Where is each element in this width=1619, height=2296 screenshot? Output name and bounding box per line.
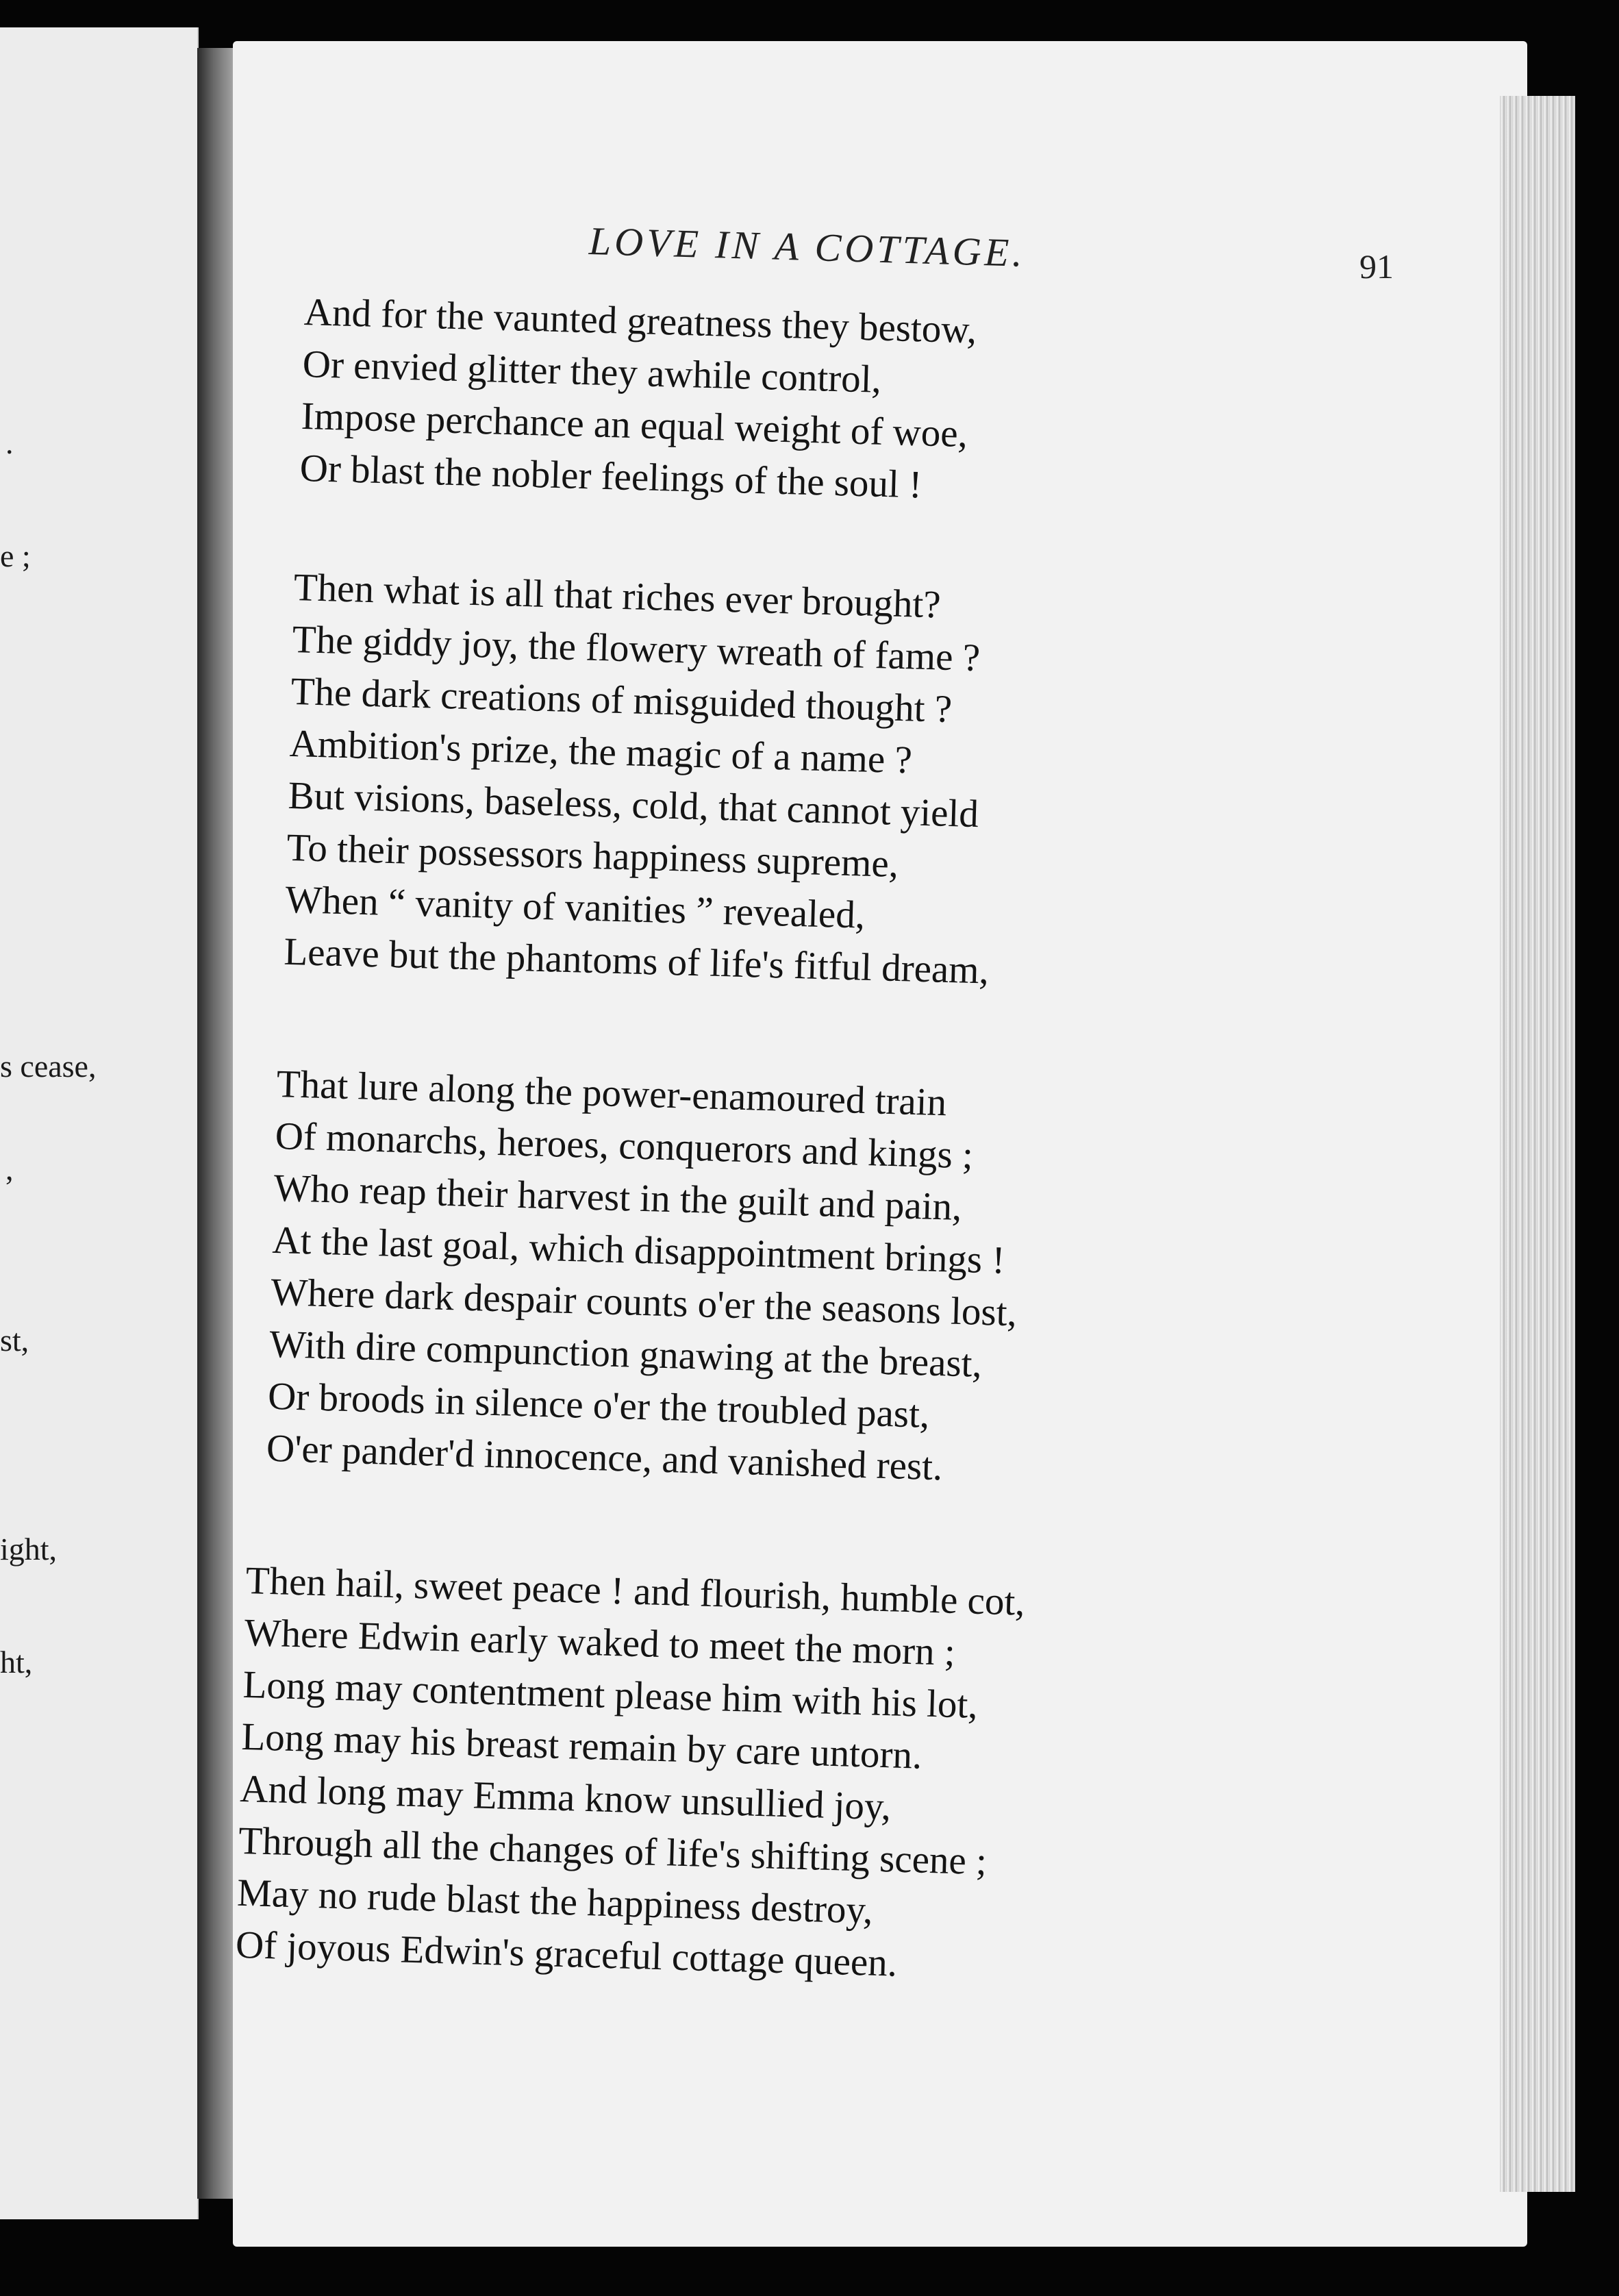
verse-line: Impose perchance an equal weight of woe, bbox=[301, 394, 968, 456]
previous-page-fragment: e ; bbox=[0, 538, 31, 573]
verse-line: Through all the changes of life's shifting scene ; bbox=[238, 1819, 988, 1884]
verse-line: Long may his breast remain by care untorn. bbox=[240, 1714, 923, 1777]
verse-line: And for the vaunted greatness they bestow, bbox=[303, 290, 977, 352]
verse-line: At the last goal, which disappointment brings ! bbox=[271, 1218, 1006, 1282]
previous-page-fragment: s cease, bbox=[0, 1049, 97, 1084]
verse-line: The giddy joy, the flowery wreath of fame ? bbox=[292, 617, 981, 680]
verse-line: That lure along the power-enamoured train bbox=[276, 1062, 947, 1125]
stanza-4 bbox=[235, 1555, 1026, 1993]
stanza-3 bbox=[266, 1058, 1023, 1495]
verse-line: The dark creations of misguided thought ? bbox=[290, 669, 953, 732]
verse-line: Ambition's prize, the magic of a name ? bbox=[288, 721, 913, 782]
stanza-2 bbox=[284, 562, 1000, 997]
verse-line: But visions, baseless, cold, that cannot yield bbox=[287, 773, 979, 836]
verse-line: Then hail, sweet peace ! and flourish, humble cot, bbox=[245, 1558, 1026, 1624]
verse-line: Where Edwin early waked to meet the morn ; bbox=[243, 1610, 956, 1674]
verse-line: Then what is all that riches ever brought? bbox=[293, 565, 942, 627]
verse-line: Who reap their harvest in the guilt and pain, bbox=[273, 1166, 963, 1229]
verse-line: Or blast the nobler feelings of the soul ! bbox=[299, 446, 923, 507]
page-edges bbox=[1500, 96, 1575, 2192]
verse-line: Of monarchs, heroes, conquerors and kings ; bbox=[274, 1114, 974, 1177]
verse-line: Long may contentment please him with his lot, bbox=[242, 1662, 979, 1727]
previous-page-fragment: ight, bbox=[0, 1532, 58, 1567]
verse-line: Where dark despair counts o'er the seasons lost, bbox=[270, 1270, 1018, 1335]
previous-page-fragment: , bbox=[5, 1151, 14, 1186]
previous-page-fragment: st, bbox=[0, 1323, 29, 1358]
verse-line: When “ vanity of vanities ” revealed, bbox=[284, 877, 866, 937]
verse-line: Or envied glitter they awhile control, bbox=[302, 342, 882, 401]
verse-line: And long may Emma know unsullied joy, bbox=[239, 1767, 892, 1829]
verse-line: To their possessors happiness supreme, bbox=[286, 825, 899, 886]
previous-page bbox=[0, 27, 199, 2219]
stanza-1 bbox=[299, 286, 977, 512]
previous-page-fragment: ht, bbox=[0, 1645, 33, 1680]
running-head: LOVE IN A COTTAGE. bbox=[588, 219, 1027, 275]
verse-line: Leave but the phantoms of life's fitful dream, bbox=[283, 929, 990, 993]
verse-line: May no rude blast the happiness destroy, bbox=[236, 1871, 874, 1932]
page-number: 91 bbox=[1359, 247, 1394, 286]
previous-page-fragment: . bbox=[5, 425, 14, 460]
verse-line: With dire compunction gnawing at the breast, bbox=[268, 1322, 983, 1386]
book-gutter bbox=[197, 48, 238, 2199]
verse-line: Or broods in silence o'er the troubled past, bbox=[267, 1374, 931, 1436]
verse-line: O'er pander'd innocence, and vanished rest. bbox=[266, 1426, 944, 1489]
verse-line: Of joyous Edwin's graceful cottage queen. bbox=[235, 1923, 898, 1985]
